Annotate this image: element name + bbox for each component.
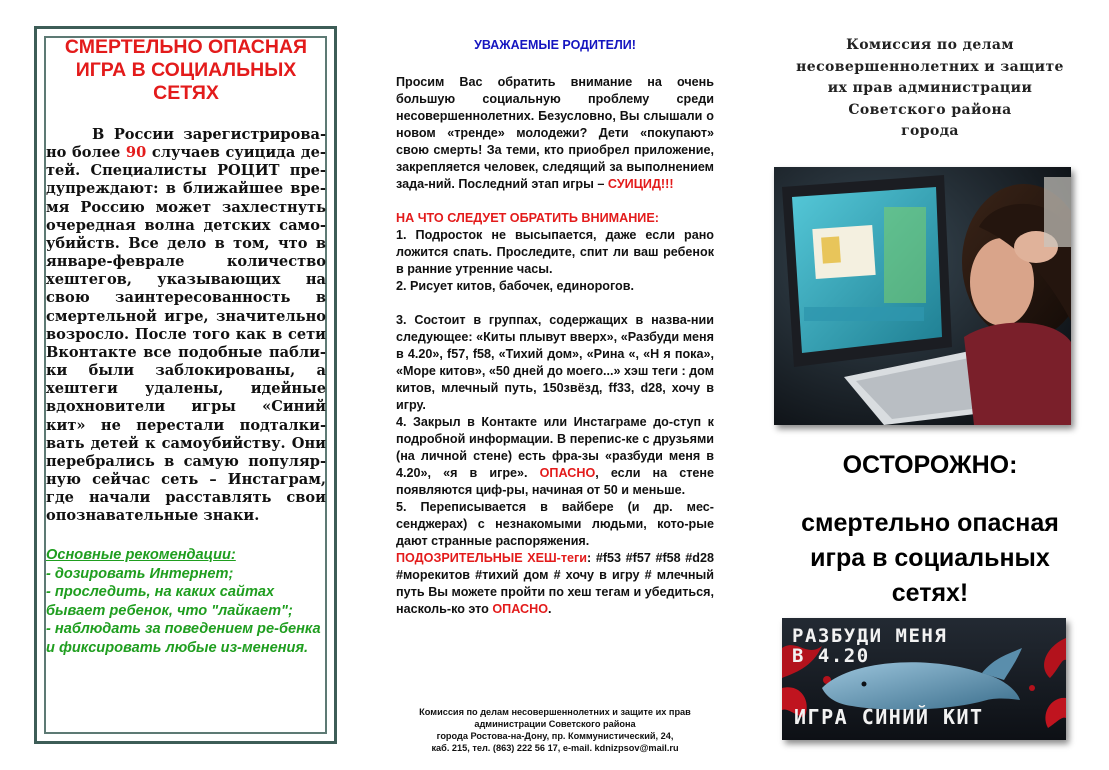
parents-heading: УВАЖАЕМЫЕ РОДИТЕЛИ!	[474, 38, 636, 52]
danger-heading	[766, 506, 1094, 611]
suicide-word: СУИЦИД!!!	[607, 177, 674, 192]
final-danger-word: ОПАСНО	[492, 602, 549, 617]
banner-subtitle: ИГРА СИНИЙ КИТ	[794, 705, 984, 729]
commission-line: их прав администрации	[827, 80, 1033, 96]
child-at-computer-photo	[774, 167, 1071, 425]
footer-line: администрации Советского района	[474, 719, 636, 729]
suspicious-colon: :	[587, 551, 592, 566]
commission-heading	[760, 35, 1100, 143]
sign-item-2: 2. Рисует китов, бабочек, единорогов.	[396, 279, 634, 294]
commission-line: несовершеннолетних и защите	[796, 58, 1064, 75]
sign-item-1: 1. Подросток не высыпается, даже если рано ложится спать. Проследите, спит ли ваш ребенок в ранние утренние часы.	[396, 228, 714, 277]
danger-line: сетях!	[891, 579, 969, 607]
article-text-rest: случаев суицида де-тей. Специалисты РОЦИТ пре-дупреждают: в ближайшее вре-мя Россию может захлестнуть очередная волна детских само-убийств. Все дело в том, что в январе-феврале количество хештегов, указывающих на свою заинтересованность в смертельной игре, значительно возросло. После того как в сети Вконтакте все подобные пабли-ки были заблокированы, а хештеги удалены, идейные вдохновители игры «Синий кит» не перестали подталки-вать детей к самоубийству. Они перебрались в самую популяр-ную сейчас сеть – Инстаграм, где начали расставлять свои опознавательные знаки.	[46, 144, 326, 525]
footer-line: каб. 215, тел. (863) 222 56 17, e-mail. kdnizpsov@mail.ru	[431, 743, 679, 753]
recommendation-item: - дозировать Интернет;	[46, 565, 234, 582]
article-text-start: В России зарегистрирова-но более	[46, 126, 326, 162]
attention-heading: НА ЧТО СЛЕДУЕТ ОБРАТИТЬ ВНИМАНИЕ:	[396, 211, 659, 226]
suspicious-hashtags-label: ПОДОЗРИТЕЛЬНЫЕ ХЕШ-теги	[396, 551, 588, 566]
footer-line: Комиссия по делам несовершеннолетних и защите их прав	[419, 707, 691, 717]
commission-line: Советского района	[848, 101, 1012, 118]
recommendation-item: - наблюдать за поведением ре-бенка и фиксировать любые из-менения.	[46, 621, 321, 656]
sign-item-4-cont: , если на стене появляются циф-ры, начиная от 50 и меньше.	[396, 466, 714, 498]
parents-letter	[396, 74, 714, 618]
danger-word: ОПАСНО	[539, 466, 596, 481]
left-title: СМЕРТЕЛЬНО ОПАСНАЯ ИГРА В СОЦИАЛЬНЫХ СЕТЯХ	[64, 36, 308, 104]
recommendation-item: - проследить, на каких сайтах бывает ребенок, что "лайкает";	[46, 584, 293, 619]
intro-text: Просим Вас обратить внимание на очень большую социальную проблему среди несовершеннолетних. Безусловно, Вы слышали о новом «тренде» молодежи? Дети «покупают» свою смерть! За теми, кто приобрел приложение, закрепляется человек, следящий за выполнением зада-ний. Последний этап игры –	[396, 75, 714, 192]
left-article	[46, 126, 326, 525]
banner-title-line1: РАЗБУДИ МЕНЯ	[792, 625, 948, 647]
contact-footer	[396, 706, 714, 754]
sign-item-4: 4. Закрыл в Контакте или Инстаграме до-ступ к подробной информации. В перепис-ке с друзьями (на личной стене) есть фра-зы «разбуди меня в 4.20», «я в игре».	[396, 415, 714, 481]
danger-line: игра в социальных	[810, 544, 1050, 572]
caution-heading: ОСТОРОЖНО:	[842, 451, 1018, 479]
blue-whale-banner	[782, 618, 1066, 740]
final-period: .	[548, 602, 552, 617]
recommendations-title: Основные рекомендации:	[46, 547, 236, 563]
sign-item-3: 3. Состоит в группах, содержащих в назва-нии следующее: «Киты плывут вверх», «Разбуди меня в 4.20», f57, f58, «Тихий дом», «Рина «, «Н я пока», «Море китов», «50 дней до моего...» хэш теги : дом китов, млечный путь, 150звёзд, ff33, d28, хочу в игру.	[396, 313, 715, 413]
commission-line: Комиссия по делам	[846, 37, 1014, 53]
banner-title-line2: В 4.20	[792, 645, 870, 667]
hashtag-list: #f53 #f57 #f58 #d28 #морекитов #тихий дом # хочу в игру # млечный путь Вы можете пройти по хеш тегам и убедиться, насколь-ко это	[396, 551, 715, 617]
commission-line: города	[901, 123, 959, 139]
recommendations	[46, 546, 328, 658]
sign-item-5: 5. Переписывается в вайбере (и др. мес-сенджерах) с незнакомыми людьми, кото-рые дают странные распоряжения.	[396, 500, 714, 549]
suicide-count: 90	[125, 144, 147, 162]
danger-line: смертельно опасная	[801, 509, 1059, 537]
footer-line: города Ростова-на-Дону, пр. Коммунистический, 24,	[436, 731, 674, 741]
